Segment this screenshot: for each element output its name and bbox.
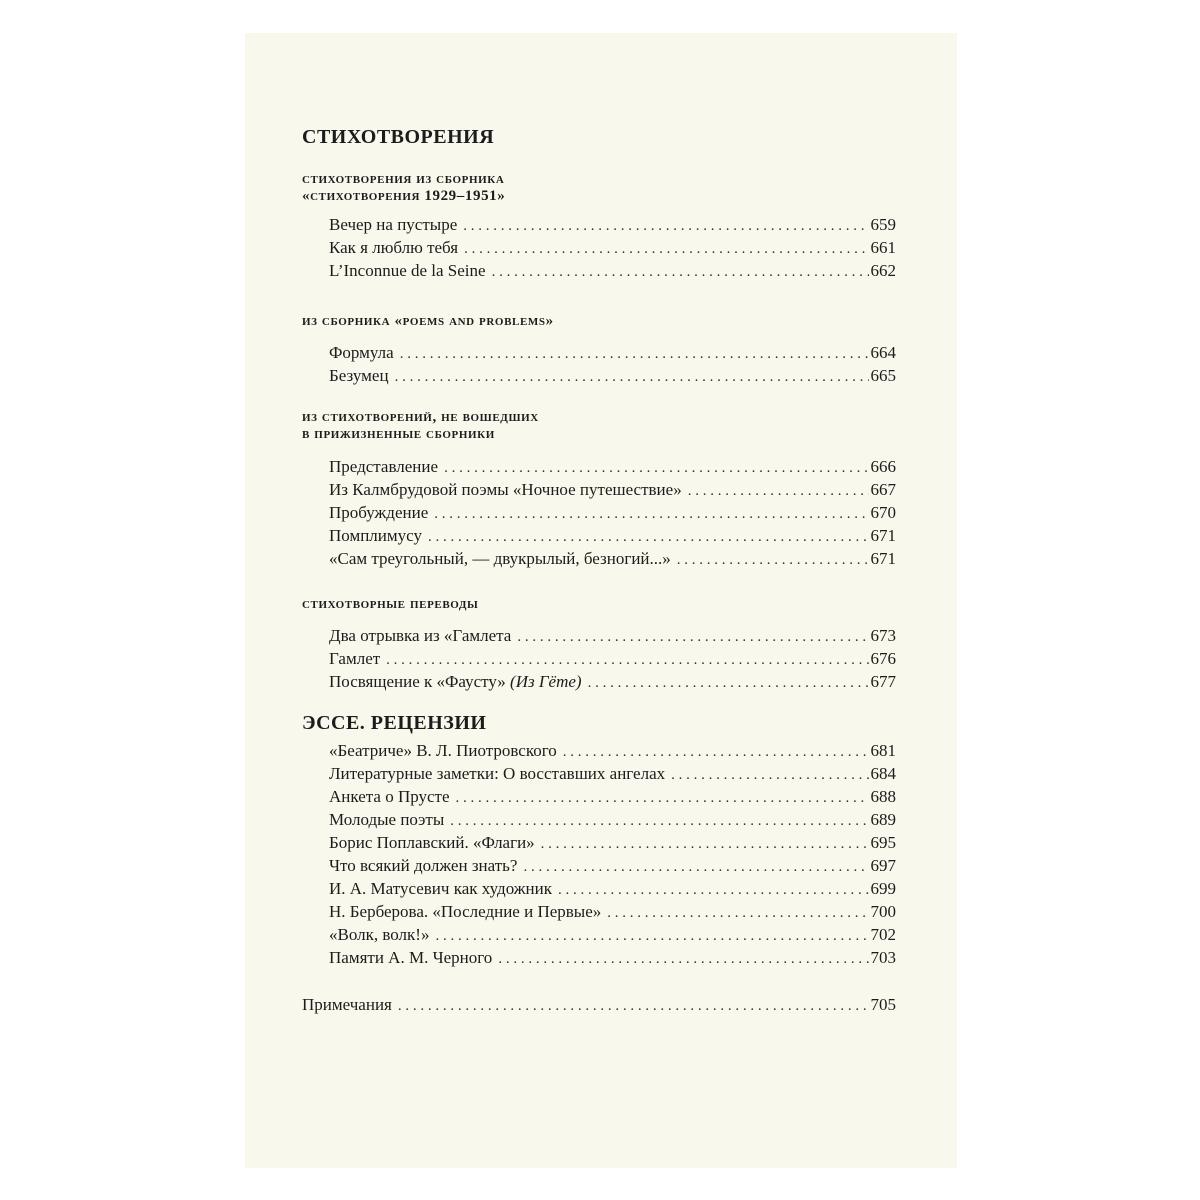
toc-entry[interactable]: [329, 478, 896, 501]
toc-entry[interactable]: [329, 455, 896, 478]
page-number: 664: [870, 343, 896, 362]
leader-dots: [434, 503, 868, 526]
leader-dots: [607, 902, 868, 925]
subsection-title: [302, 409, 896, 443]
subsection-title-line: из сборника «poems and problems»: [302, 313, 554, 329]
leader-dots: [386, 649, 868, 672]
entry-title: Анкета о Прусте: [329, 787, 450, 806]
leader-dots: [517, 626, 868, 649]
page-number: 665: [870, 366, 896, 385]
entry-title: Формула: [329, 343, 394, 362]
leader-dots: [395, 366, 869, 389]
page-number: 670: [870, 503, 896, 522]
entry-title: Борис Поплавский. «Флаги»: [329, 833, 535, 852]
leader-dots: [492, 261, 869, 284]
entry-title: «Беатриче» В. Л. Пиотровского: [329, 741, 557, 760]
leader-dots: [523, 856, 868, 879]
entry-list: [302, 739, 896, 969]
page-number: 688: [870, 787, 896, 806]
page-number: 689: [870, 810, 896, 829]
toc-entry[interactable]: [329, 547, 896, 570]
subsection-title-line: из стихотворений, не вошедших: [302, 409, 539, 425]
page-number: 662: [870, 261, 896, 280]
page-number: 699: [870, 879, 896, 898]
page-number: 671: [870, 549, 896, 568]
leader-dots: [541, 833, 869, 856]
entry-title: Молодые поэты: [329, 810, 445, 829]
toc-entry[interactable]: [329, 854, 896, 877]
toc-entry[interactable]: [329, 900, 896, 923]
page-number: 676: [870, 649, 896, 668]
subsection-title-line: «стихотворения 1929–1951»: [302, 188, 506, 204]
leader-dots: [688, 480, 869, 503]
entry-title: Что всякий должен знать?: [329, 856, 518, 875]
toc-entry[interactable]: [329, 341, 896, 364]
page-number: 677: [870, 672, 896, 691]
page-number: 697: [870, 856, 896, 875]
entry-title: «Волк, волк!»: [329, 925, 430, 944]
entry-list: [302, 455, 896, 570]
entry-title: Помплимусу: [329, 526, 422, 545]
toc-entry[interactable]: [329, 831, 896, 854]
entry-title: Пробуждение: [329, 503, 429, 522]
leader-dots: [450, 810, 868, 833]
toc-entry[interactable]: [329, 524, 896, 547]
page-number: 695: [870, 833, 896, 852]
entry-title: Н. Берберова. «Последние и Первые»: [329, 902, 602, 921]
entry-list: [302, 624, 896, 693]
toc-entry[interactable]: [329, 946, 896, 969]
toc-entry[interactable]: [329, 739, 896, 762]
toc-entry-notes[interactable]: [302, 993, 896, 1016]
page-number: 702: [870, 925, 896, 944]
page-number: 705: [870, 995, 896, 1014]
entry-title: Примечания: [302, 995, 392, 1014]
subsection-title-line: в прижизненные сборники: [302, 426, 495, 442]
section-title: СТИХОТВОРЕНИЯ: [302, 126, 495, 148]
book-page: [245, 33, 957, 1168]
leader-dots: [456, 787, 869, 810]
page-number: 684: [870, 764, 896, 783]
entry-title: Два отрывка из «Гамлета: [329, 626, 512, 645]
entry-title: «Сам треугольный, — двукрылый, безногий...»: [329, 549, 671, 568]
toc-entry[interactable]: [329, 647, 896, 670]
leader-dots: [558, 879, 869, 902]
leader-dots: [400, 343, 869, 366]
entry-title: L’Inconnue de la Seine: [329, 261, 486, 280]
entry-title: [329, 670, 582, 693]
toc-entry[interactable]: [329, 213, 896, 236]
leader-dots: [563, 741, 869, 764]
leader-dots: [588, 672, 869, 695]
leader-dots: [463, 215, 868, 238]
entry-title: Гамлет: [329, 649, 381, 668]
leader-dots: [677, 549, 869, 572]
toc-entry[interactable]: [329, 624, 896, 647]
entry-title-aside: (Из Гёте): [510, 672, 582, 691]
toc-entry[interactable]: [329, 923, 896, 946]
page-number: 673: [870, 626, 896, 645]
page-number: 661: [870, 238, 896, 257]
entry-title: И. А. Матусевич как художник: [329, 879, 552, 898]
toc-entry[interactable]: [329, 785, 896, 808]
entry-title: Из Калмбрудовой поэмы «Ночное путешествие»: [329, 480, 682, 499]
toc-entry[interactable]: [329, 808, 896, 831]
leader-dots: [444, 457, 868, 480]
toc-entry[interactable]: [329, 762, 896, 785]
subsection-title-line: стихотворные переводы: [302, 596, 479, 612]
entry-title: Безумец: [329, 366, 389, 385]
page-number: 666: [870, 457, 896, 476]
page-number: 681: [870, 741, 896, 760]
subsection-title: [302, 596, 896, 613]
subsection-title-line: стихотворения из сборника: [302, 171, 505, 187]
toc-entry[interactable]: [329, 670, 896, 693]
entry-title-main: Посвящение к «Фаусту»: [329, 672, 506, 691]
entry-title: Памяти А. М. Черного: [329, 948, 493, 967]
leader-dots: [428, 526, 869, 549]
entry-title: Литературные заметки: О восставших ангелах: [329, 764, 666, 783]
toc-entry[interactable]: [329, 501, 896, 524]
entry-list: [302, 341, 896, 387]
leader-dots: [435, 925, 868, 948]
page-number: 667: [870, 480, 896, 499]
page-number: 671: [870, 526, 896, 545]
leader-dots: [498, 948, 868, 971]
toc-entry[interactable]: [329, 877, 896, 900]
entry-title: Вечер на пустыре: [329, 215, 458, 234]
page-number: 700: [870, 902, 896, 921]
table-of-contents: [302, 125, 896, 1016]
subsection-title: [302, 313, 896, 330]
entry-title: Представление: [329, 457, 439, 476]
leader-dots: [464, 238, 868, 261]
leader-dots: [398, 995, 869, 1018]
page-number: 703: [870, 948, 896, 967]
toc-entry[interactable]: [329, 259, 896, 282]
leader-dots: [671, 764, 868, 787]
toc-entry[interactable]: [329, 364, 896, 387]
toc-entry[interactable]: [329, 236, 896, 259]
subsection-title: [302, 171, 896, 205]
entry-list: [302, 213, 896, 282]
entry-list: [302, 993, 896, 1016]
section-title: ЭССЕ. РЕЦЕНЗИИ: [302, 712, 487, 734]
page-number: 659: [870, 215, 896, 234]
entry-title: Как я люблю тебя: [329, 238, 459, 257]
